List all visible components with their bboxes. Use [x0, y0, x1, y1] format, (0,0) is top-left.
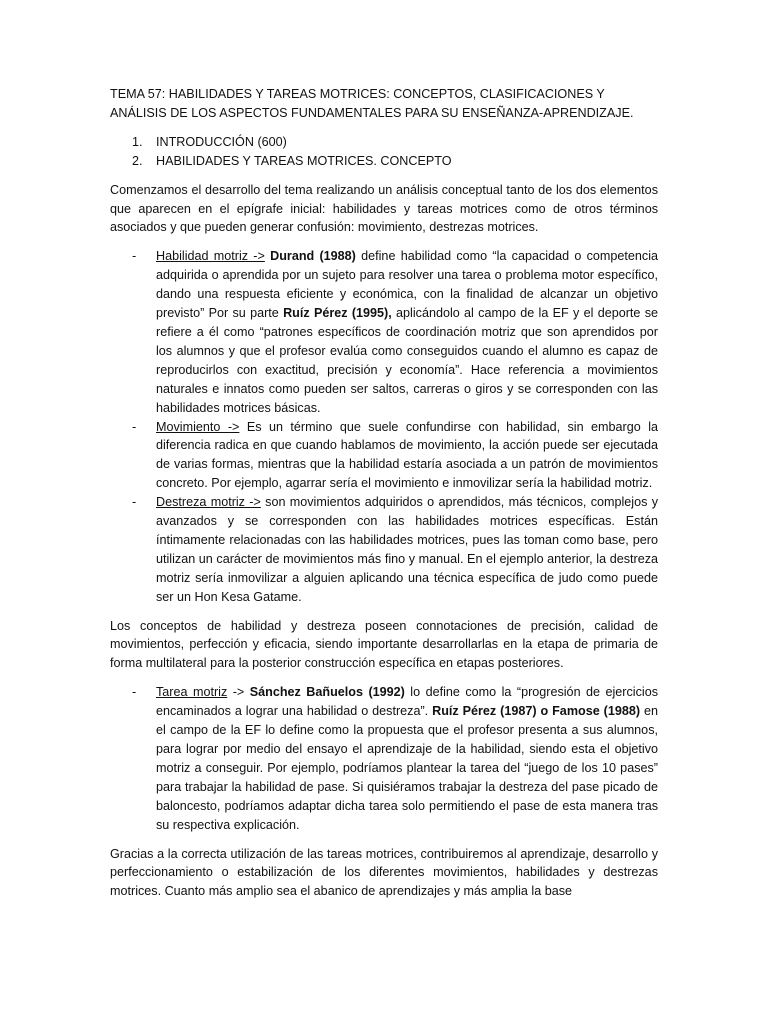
movimiento-text: Es un término que suele confundirse con habilidad, sin embargo la diferencia radica en que cuando hablamos de movimiento, la acción puede ser ejecutada de varias formas, mientras que la habilidad estaría asociada a un patrón de movimientos concreto. Por ejemplo, agarrar sería el movimiento e inmovilizar sería la habilidad motriz.: [156, 419, 659, 491]
author-sanchez-banuelos: Sánchez Bañuelos (1992): [249, 685, 405, 700]
index-label: HABILIDADES Y TAREAS MOTRICES. CONCEPTO: [156, 153, 452, 168]
index-label: INTRODUCCIÓN (600): [156, 134, 287, 149]
definition-destreza: [132, 493, 658, 606]
tarea-text-2: en el campo de la EF lo define como la propuesta que el profesor presenta a sus alumnos, para lograr por medio del ensayo el aprendizaje de la habilidad, siendo esta el objetivo motriz a conseguir. Por ejemplo, podríamos plantear la tarea del “juego de los 10 pases” para trabajar la habilidad de pase. Si quisiéramos trabajar la destreza del pase picado de baloncesto, podríamos adaptar dicha tarea solo permitiendo el pase de esta manera tras su respectiva explicación.: [156, 704, 659, 832]
definition-tarea: [132, 683, 659, 834]
index-number: 1.: [132, 134, 143, 149]
definitions-list: [110, 247, 658, 606]
habilidad-text-1: define habilidad como “la capacidad o competencia adquirida o aprendida por un sujeto para resolver una tarea o problema motor específico, dando una respuesta eficiente y económica, con la finalidad de alcanzar un objetivo previsto” Por su parte: [156, 249, 659, 321]
author-ruiz-famose: Ruíz Pérez (1987) o Famose (1988): [432, 704, 641, 719]
tarea-arrow: ->: [227, 685, 250, 700]
term-habilidad: Habilidad motriz ->: [156, 249, 265, 264]
term-tarea: Tarea motriz: [156, 685, 228, 700]
term-movimiento: Movimiento ->: [156, 419, 240, 434]
dash-marker: -: [132, 495, 137, 510]
dash-marker: -: [132, 249, 137, 264]
destreza-text: son movimientos adquiridos o aprendidos, más técnicos, complejos y avanzados y se corresponden con las habilidades motrices específicas. Están íntimamente relacionadas con las habilidades motrices, pues las toman como base, pero utilizan un carácter de movimientos más fino y manual. En el ejemplo anterior, la destreza motriz sería inmovilizar a alguien aplicando una técnica específica de judo como puede ser un Hon Kesa Gatame.: [156, 495, 658, 604]
tarea-text-1: lo define como la “progresión de ejercicios encaminados a lograr una habilidad o destreza”.: [156, 685, 658, 719]
author-ruiz-perez: Ruíz Pérez (1995),: [283, 306, 392, 321]
conceptos-paragraph: Los conceptos de habilidad y destreza poseen connotaciones de precisión, calidad de movimientos, perfección y eficacia, siendo importante desarrollarlas en la etapa de primaria de forma multilateral para la posterior construcción específica en etapas posteriores.: [110, 618, 658, 671]
index-item-introduccion: [132, 133, 658, 152]
definition-habilidad: [132, 247, 659, 417]
gracias-paragraph: Gracias a la correcta utilización de las tareas motrices, contribuiremos al aprendizaje, desarrollo y perfeccionamiento o estabilización de los diferentes movimientos, habilidades y destrezas motrices. Cuanto más amplio sea el abanico de aprendizajes y más amplia la base: [110, 846, 658, 899]
author-durand: Durand (1988): [270, 249, 356, 264]
term-destreza: Destreza motriz ->: [156, 495, 261, 510]
dash-marker: -: [132, 685, 137, 700]
definition-movimiento: [132, 418, 659, 494]
index-item-concepto: [132, 152, 658, 171]
document-title: TEMA 57: HABILIDADES Y TAREAS MOTRICES: CONCEPTOS, CLASIFICACIONES Y ANÁLISIS DE LOS ASPECTOS FUNDAMENTALES PARA SU ENSEÑANZA-APRENDIZAJE.: [110, 87, 634, 120]
section-index: [110, 133, 658, 171]
tarea-list: [110, 683, 658, 834]
index-number: 2.: [132, 153, 143, 168]
habilidad-text-2: aplicándolo al campo de la EF y el deporte se refiere a él como “patrones específicos de coordinación motriz que son aprendidos por los alumnos y que el profesor evalúa como conseguidos cuando el alumno es capaz de reproducirlos con exactitud, precisión y economía”. Hace referencia a movimientos naturales e innatos como pueden ser saltos, carreras o giros y se corresponden con las habilidades motrices básicas.: [156, 306, 659, 415]
intro-paragraph: Comenzamos el desarrollo del tema realizando un análisis conceptual tanto de los dos elementos que aparecen en el epígrafe inicial: habilidades y tareas motrices como de otros términos asociados y que pueden generar confusión: movimiento, destrezas motrices.: [110, 182, 658, 235]
dash-marker: -: [132, 419, 137, 434]
document-page: [110, 85, 658, 911]
